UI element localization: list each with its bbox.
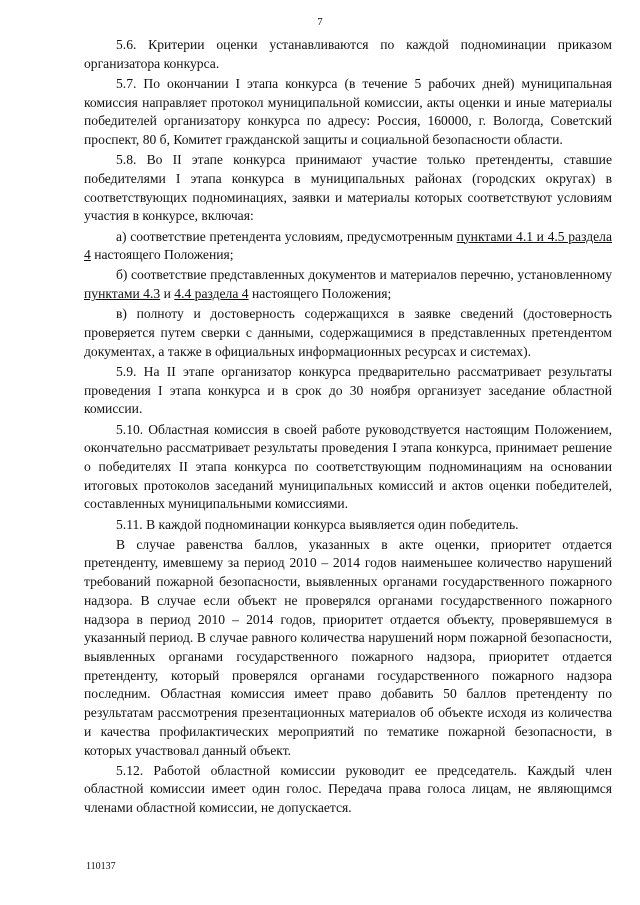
footer-document-code: 110137 <box>86 861 116 872</box>
clause-5-8-a <box>84 228 612 265</box>
document-body <box>84 36 612 818</box>
clause-5-8-a-text: а) соответствие претендента условиям, предусмотренным <box>116 228 457 244</box>
clause-5-10: 5.10. Областная комиссия в своей работе руководствуется настоящим Положением, окончательно рассматривает результаты проведения I этапа конкурса, принимает решение о победителях II этапа конкурса по соответствующим подноминациям на основании итоговых протоколов заседаний муниципальных комиссий и актов оценки победителей, составленных муниципальными комиссиями. <box>84 421 612 512</box>
clause-5-8: 5.8. Во II этапе конкурса принимают участие только претенденты, ставшие победителями I этапа конкурса в муниципальных районах (городских округах) в соответствующих подноминациях, заявки и материалы которых соответствуют условиям участия в конкурсе, включая: <box>84 152 612 224</box>
page-number: 7 <box>317 16 323 28</box>
clause-5-11-continuation: В случае равенства баллов, указанных в акте оценки, приоритет отдается претенденту, имевшему за период 2010 – 2014 годов наименьшее количество нарушений требований пожарной безопасности, выявленных органами государственного пожарного надзора. В случае если объект не проверялся органами государственного пожарного надзора в период 2010 – 2014 годов, приоритет отдается объекту, проверявшемуся в указанный период. В случае равного количества нарушений норм пожарной безопасности, выявленных органами государственного пожарного надзора, приоритет отдается претенденту, который проверялся органами государственного пожарного надзора последним. Областная комиссия имеет право добавить 50 баллов претенденту по результатам рассмотрения презентационных материалов об объекте исходя из количества и качества профилактических мероприятий по тематике пожарной безопасности, в которых участвовал данный объект. <box>84 536 612 758</box>
clause-5-8-b-text-end: настоящего Положения; <box>248 286 392 302</box>
clause-5-8-b-text: б) соответствие представленных документов и материалов перечню, установленному <box>116 267 612 283</box>
clause-5-6: 5.6. Критерии оценки устанавливаются по каждой подноминации приказом организатора конкурса. <box>84 37 612 71</box>
clause-5-8-v: в) полноту и достоверность содержащихся в заявке сведений (достоверность проверяется путем сверки с данными, содержащимися в представленных претендентом документах, а также в официальных информационных ресурсах и системах). <box>84 306 612 359</box>
clause-5-8-b <box>84 266 612 303</box>
clause-5-8-b-reference-link-1[interactable]: пунктами 4.3 <box>84 286 161 302</box>
clause-5-9: 5.9. На II этапе организатор конкурса предварительно рассматривает результаты проведения I этапа конкурса и в срок до 30 ноября организует заседание областной комиссии. <box>84 363 612 417</box>
clause-5-8-b-reference-link-2[interactable]: 4.4 раздела 4 <box>174 286 249 302</box>
clause-5-12: 5.12. Работой областной комиссии руководит ее председатель. Каждый член областной комиссии имеет один голос. Передача права голоса лицам, не являющимся членами областной комиссии, не допускается. <box>84 762 612 816</box>
clause-5-8-a-text-end: настоящего Положения; <box>90 247 234 263</box>
clause-5-8-a-reference-link[interactable]: пунктами 4.1 и 4.5 раздела 4 <box>84 228 612 263</box>
clause-5-7: 5.7. По окончании I этапа конкурса (в течение 5 рабочих дней) муниципальная комиссия направляет протокол муниципальной комиссии, акты оценки и иные материалы победителей организатору конкурса по адресу: Россия, 160000, г. Вологда, Советский проспект, 80 б, Комитет гражданской защиты и социальной безопасности области. <box>84 75 612 148</box>
clause-5-11: 5.11. В каждой подноминации конкурса выявляется один победитель. <box>116 516 519 532</box>
clause-5-8-b-conjunction: и <box>160 286 175 302</box>
